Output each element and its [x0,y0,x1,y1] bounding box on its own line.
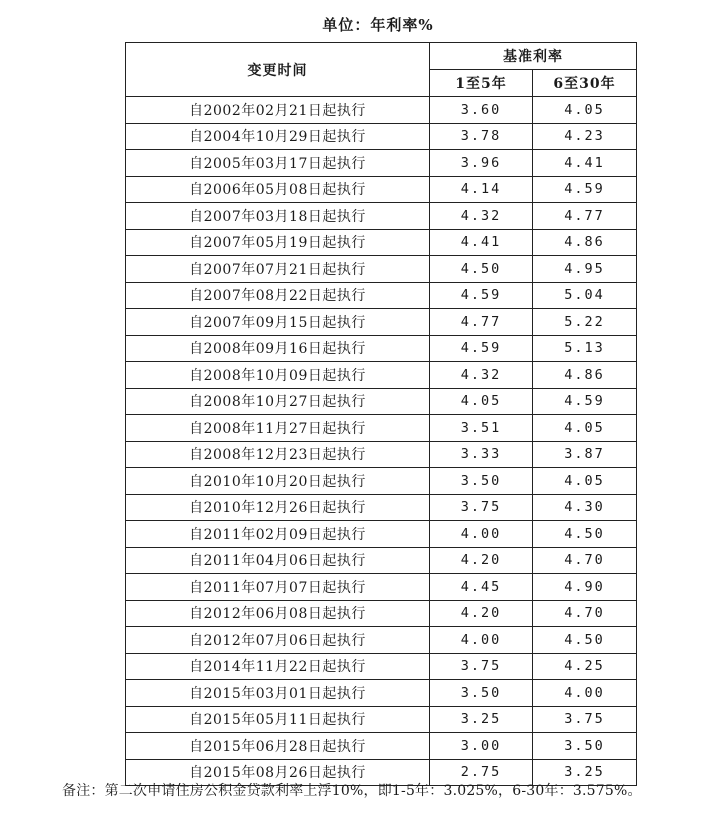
cell-rate-6-to-30-years: 3.75 [533,706,637,733]
cell-rate-6-to-30-years: 4.05 [533,468,637,495]
cell-rate-1-to-5-years: 3.25 [430,706,533,733]
cell-rate-6-to-30-years: 4.25 [533,653,637,680]
footnote: 备注：第二次申请住房公积金贷款利率上浮10%，即1-5年：3.025%，6-30年：3.575%。 [62,783,642,799]
cell-rate-6-to-30-years: 4.70 [533,600,637,627]
cell-rate-1-to-5-years: 3.78 [430,123,533,150]
cell-rate-1-to-5-years: 4.00 [430,521,533,548]
cell-rate-6-to-30-years: 4.59 [533,388,637,415]
cell-effective-date: 自2015年03月01日起执行 [126,680,430,707]
cell-effective-date: 自2007年09月15日起执行 [126,309,430,336]
cell-rate-1-to-5-years: 3.50 [430,680,533,707]
table-header-row [126,43,637,70]
cell-rate-1-to-5-years: 4.32 [430,362,533,389]
unit-title: 单位：年利率% [322,16,434,34]
cell-rate-1-to-5-years: 3.33 [430,441,533,468]
table-row [126,150,637,177]
cell-rate-1-to-5-years: 3.51 [430,415,533,442]
cell-rate-1-to-5-years: 4.14 [430,176,533,203]
cell-effective-date: 自2007年05月19日起执行 [126,229,430,256]
table-row [126,123,637,150]
table-row [126,362,637,389]
cell-rate-1-to-5-years: 4.59 [430,335,533,362]
cell-rate-1-to-5-years: 4.20 [430,547,533,574]
table-row [126,229,637,256]
header-base-rate: 基准利率 [430,43,637,70]
cell-effective-date: 自2011年02月09日起执行 [126,521,430,548]
table-row [126,494,637,521]
table-row [126,600,637,627]
cell-rate-6-to-30-years: 4.59 [533,176,637,203]
cell-effective-date: 自2010年10月20日起执行 [126,468,430,495]
cell-rate-6-to-30-years: 4.30 [533,494,637,521]
table-row [126,547,637,574]
cell-rate-1-to-5-years: 4.45 [430,574,533,601]
cell-rate-1-to-5-years: 2.75 [430,759,533,786]
table-row [126,282,637,309]
cell-rate-1-to-5-years: 4.50 [430,256,533,283]
table-row [126,521,637,548]
cell-effective-date: 自2008年10月27日起执行 [126,388,430,415]
cell-rate-1-to-5-years: 3.60 [430,97,533,124]
cell-effective-date: 自2008年11月27日起执行 [126,415,430,442]
cell-effective-date: 自2014年11月22日起执行 [126,653,430,680]
cell-rate-1-to-5-years: 3.50 [430,468,533,495]
table-row [126,653,637,680]
table-row [126,309,637,336]
table-row [126,680,637,707]
cell-rate-6-to-30-years: 4.70 [533,547,637,574]
table-row [126,335,637,362]
cell-rate-6-to-30-years: 4.77 [533,203,637,230]
cell-effective-date: 自2011年04月06日起执行 [126,547,430,574]
cell-rate-1-to-5-years: 4.00 [430,627,533,654]
cell-effective-date: 自2015年05月11日起执行 [126,706,430,733]
table-row [126,441,637,468]
cell-rate-1-to-5-years: 4.59 [430,282,533,309]
cell-rate-1-to-5-years: 4.32 [430,203,533,230]
table-row [126,627,637,654]
cell-effective-date: 自2007年07月21日起执行 [126,256,430,283]
table-row [126,97,637,124]
cell-effective-date: 自2012年07月06日起执行 [126,627,430,654]
cell-rate-6-to-30-years: 4.86 [533,229,637,256]
cell-effective-date: 自2011年07月07日起执行 [126,574,430,601]
header-6-to-30-years: 6至30年 [533,70,637,97]
cell-effective-date: 自2015年08月26日起执行 [126,759,430,786]
cell-effective-date: 自2006年05月08日起执行 [126,176,430,203]
table-row [126,574,637,601]
table-row [126,733,637,760]
cell-rate-6-to-30-years: 4.50 [533,521,637,548]
cell-effective-date: 自2002年02月21日起执行 [126,97,430,124]
cell-rate-1-to-5-years: 4.77 [430,309,533,336]
cell-effective-date: 自2004年10月29日起执行 [126,123,430,150]
table-body [126,97,637,786]
table-row [126,176,637,203]
cell-rate-6-to-30-years: 4.23 [533,123,637,150]
table-row [126,388,637,415]
cell-rate-6-to-30-years: 5.22 [533,309,637,336]
table-row [126,415,637,442]
cell-effective-date: 自2008年09月16日起执行 [126,335,430,362]
interest-rate-table [125,42,637,786]
cell-effective-date: 自2007年08月22日起执行 [126,282,430,309]
table-row [126,706,637,733]
cell-effective-date: 自2010年12月26日起执行 [126,494,430,521]
cell-rate-6-to-30-years: 5.04 [533,282,637,309]
cell-rate-6-to-30-years: 4.05 [533,415,637,442]
cell-rate-1-to-5-years: 4.20 [430,600,533,627]
cell-rate-6-to-30-years: 4.00 [533,680,637,707]
table-row [126,468,637,495]
table-row [126,256,637,283]
header-change-time: 变更时间 [126,43,430,97]
cell-effective-date: 自2007年03月18日起执行 [126,203,430,230]
cell-rate-1-to-5-years: 3.96 [430,150,533,177]
cell-rate-6-to-30-years: 4.50 [533,627,637,654]
cell-rate-6-to-30-years: 4.90 [533,574,637,601]
cell-rate-1-to-5-years: 4.05 [430,388,533,415]
cell-effective-date: 自2008年10月09日起执行 [126,362,430,389]
cell-effective-date: 自2008年12月23日起执行 [126,441,430,468]
cell-rate-6-to-30-years: 3.25 [533,759,637,786]
cell-effective-date: 自2005年03月17日起执行 [126,150,430,177]
cell-rate-6-to-30-years: 4.05 [533,97,637,124]
header-1-to-5-years: 1至5年 [430,70,533,97]
cell-rate-1-to-5-years: 3.00 [430,733,533,760]
cell-rate-6-to-30-years: 4.41 [533,150,637,177]
cell-rate-6-to-30-years: 5.13 [533,335,637,362]
cell-rate-6-to-30-years: 4.86 [533,362,637,389]
table-row [126,203,637,230]
cell-rate-1-to-5-years: 3.75 [430,653,533,680]
cell-rate-1-to-5-years: 4.41 [430,229,533,256]
cell-rate-1-to-5-years: 3.75 [430,494,533,521]
cell-rate-6-to-30-years: 3.50 [533,733,637,760]
cell-effective-date: 自2012年06月08日起执行 [126,600,430,627]
cell-rate-6-to-30-years: 4.95 [533,256,637,283]
cell-effective-date: 自2015年06月28日起执行 [126,733,430,760]
cell-rate-6-to-30-years: 3.87 [533,441,637,468]
